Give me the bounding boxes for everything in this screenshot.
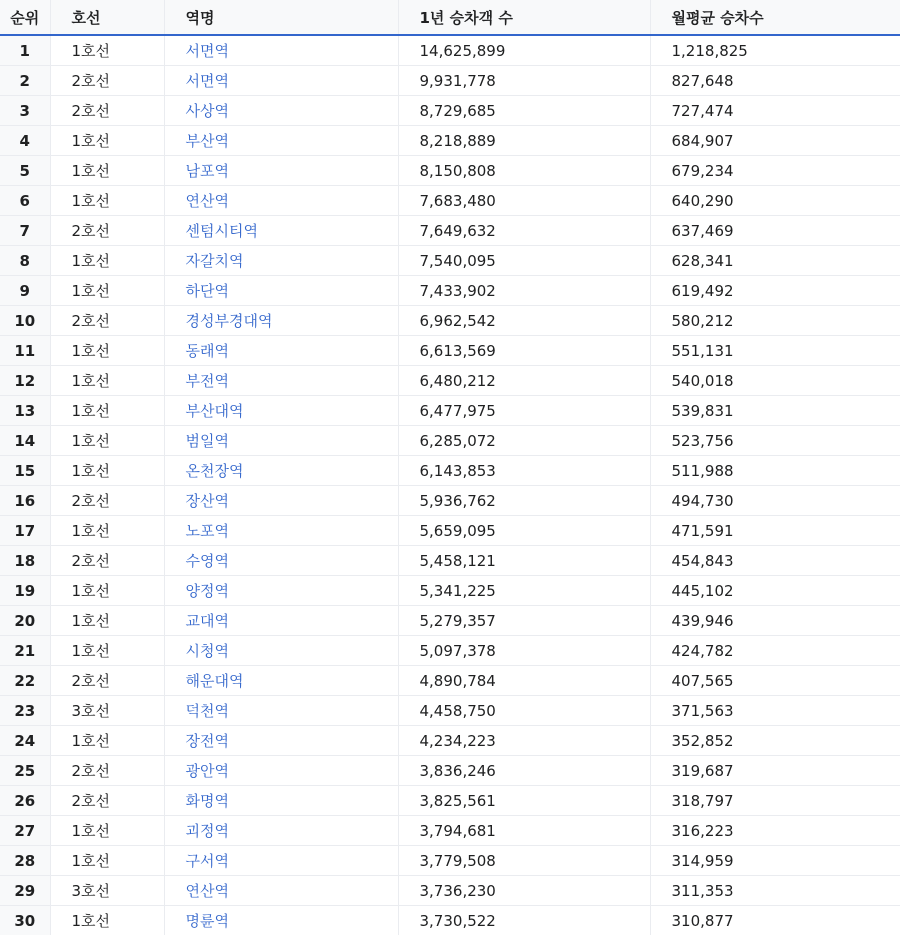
station-link[interactable]: 서면역 (164, 66, 398, 96)
line-cell: 1호선 (50, 516, 164, 546)
station-link[interactable]: 온천장역 (164, 456, 398, 486)
monthly-riders-cell: 640,290 (650, 186, 900, 216)
table-row (0, 96, 900, 126)
rank-cell: 8 (0, 246, 50, 276)
yearly-riders-cell: 6,285,072 (398, 426, 650, 456)
header-row (0, 0, 900, 35)
line-cell: 2호선 (50, 756, 164, 786)
table-row (0, 696, 900, 726)
table-body (0, 35, 900, 935)
yearly-riders-cell: 6,480,212 (398, 366, 650, 396)
monthly-riders-cell: 540,018 (650, 366, 900, 396)
line-cell: 1호선 (50, 726, 164, 756)
monthly-riders-cell: 580,212 (650, 306, 900, 336)
rank-cell: 17 (0, 516, 50, 546)
station-link[interactable]: 연산역 (164, 876, 398, 906)
station-link[interactable]: 부산대역 (164, 396, 398, 426)
table-row (0, 816, 900, 846)
monthly-riders-cell: 679,234 (650, 156, 900, 186)
table-row (0, 906, 900, 936)
table-row (0, 216, 900, 246)
line-cell: 1호선 (50, 35, 164, 66)
monthly-riders-cell: 311,353 (650, 876, 900, 906)
table-row (0, 486, 900, 516)
line-cell: 1호선 (50, 576, 164, 606)
station-link[interactable]: 자갈치역 (164, 246, 398, 276)
line-cell: 2호선 (50, 786, 164, 816)
table-row (0, 756, 900, 786)
rank-cell: 9 (0, 276, 50, 306)
yearly-riders-cell: 5,097,378 (398, 636, 650, 666)
table-row (0, 186, 900, 216)
table-row (0, 666, 900, 696)
table-row (0, 35, 900, 66)
monthly-riders-cell: 539,831 (650, 396, 900, 426)
station-link[interactable]: 범일역 (164, 426, 398, 456)
line-cell: 1호선 (50, 606, 164, 636)
line-cell: 1호선 (50, 456, 164, 486)
monthly-riders-cell: 318,797 (650, 786, 900, 816)
monthly-riders-cell: 494,730 (650, 486, 900, 516)
rank-cell: 20 (0, 606, 50, 636)
table-header (0, 0, 900, 35)
yearly-riders-cell: 3,836,246 (398, 756, 650, 786)
line-cell: 2호선 (50, 66, 164, 96)
line-cell: 1호선 (50, 396, 164, 426)
station-link[interactable]: 명륜역 (164, 906, 398, 936)
yearly-riders-cell: 7,433,902 (398, 276, 650, 306)
yearly-riders-cell: 6,613,569 (398, 336, 650, 366)
yearly-riders-cell: 7,540,095 (398, 246, 650, 276)
line-cell: 1호선 (50, 846, 164, 876)
monthly-riders-cell: 352,852 (650, 726, 900, 756)
rank-cell: 14 (0, 426, 50, 456)
table-row (0, 606, 900, 636)
station-link[interactable]: 덕천역 (164, 696, 398, 726)
monthly-riders-cell: 310,877 (650, 906, 900, 936)
rank-cell: 2 (0, 66, 50, 96)
yearly-riders-cell: 6,477,975 (398, 396, 650, 426)
yearly-riders-cell: 3,794,681 (398, 816, 650, 846)
station-link[interactable]: 경성부경대역 (164, 306, 398, 336)
monthly-riders-cell: 407,565 (650, 666, 900, 696)
yearly-riders-cell: 3,730,522 (398, 906, 650, 936)
monthly-riders-cell: 319,687 (650, 756, 900, 786)
station-link[interactable]: 사상역 (164, 96, 398, 126)
line-cell: 1호선 (50, 816, 164, 846)
rank-cell: 13 (0, 396, 50, 426)
rank-cell: 27 (0, 816, 50, 846)
monthly-riders-cell: 684,907 (650, 126, 900, 156)
yearly-riders-cell: 14,625,899 (398, 35, 650, 66)
table-row (0, 726, 900, 756)
line-cell: 2호선 (50, 546, 164, 576)
table-row (0, 396, 900, 426)
table-row (0, 876, 900, 906)
line-cell: 1호선 (50, 426, 164, 456)
monthly-riders-cell: 551,131 (650, 336, 900, 366)
header-line: 호선 (50, 0, 164, 35)
table-row (0, 456, 900, 486)
table-row (0, 336, 900, 366)
station-link[interactable]: 부전역 (164, 366, 398, 396)
monthly-riders-cell: 1,218,825 (650, 35, 900, 66)
table-row (0, 846, 900, 876)
monthly-riders-cell: 314,959 (650, 846, 900, 876)
monthly-riders-cell: 445,102 (650, 576, 900, 606)
station-link[interactable]: 괴정역 (164, 816, 398, 846)
rank-cell: 21 (0, 636, 50, 666)
rank-cell: 30 (0, 906, 50, 936)
table-row (0, 306, 900, 336)
rank-cell: 18 (0, 546, 50, 576)
monthly-riders-cell: 439,946 (650, 606, 900, 636)
line-cell: 1호선 (50, 246, 164, 276)
yearly-riders-cell: 8,218,889 (398, 126, 650, 156)
table-row (0, 276, 900, 306)
station-link[interactable]: 노포역 (164, 516, 398, 546)
rank-cell: 4 (0, 126, 50, 156)
station-link[interactable]: 해운대역 (164, 666, 398, 696)
yearly-riders-cell: 5,659,095 (398, 516, 650, 546)
station-link[interactable]: 양정역 (164, 576, 398, 606)
header-rank: 순위 (0, 0, 50, 35)
station-link[interactable]: 수영역 (164, 546, 398, 576)
station-link[interactable]: 하단역 (164, 276, 398, 306)
rank-cell: 10 (0, 306, 50, 336)
table-row (0, 636, 900, 666)
rank-cell: 7 (0, 216, 50, 246)
station-link[interactable]: 센텀시티역 (164, 216, 398, 246)
header-yearly-riders: 1년 승차객 수 (398, 0, 650, 35)
station-link[interactable]: 서면역 (164, 35, 398, 66)
station-link[interactable]: 동래역 (164, 336, 398, 366)
table-row (0, 786, 900, 816)
monthly-riders-cell: 511,988 (650, 456, 900, 486)
monthly-riders-cell: 637,469 (650, 216, 900, 246)
station-link[interactable]: 남포역 (164, 156, 398, 186)
yearly-riders-cell: 5,341,225 (398, 576, 650, 606)
line-cell: 2호선 (50, 96, 164, 126)
rank-cell: 26 (0, 786, 50, 816)
rank-cell: 23 (0, 696, 50, 726)
yearly-riders-cell: 3,825,561 (398, 786, 650, 816)
table-row (0, 426, 900, 456)
station-link[interactable]: 구서역 (164, 846, 398, 876)
rank-cell: 25 (0, 756, 50, 786)
rank-cell: 24 (0, 726, 50, 756)
line-cell: 2호선 (50, 306, 164, 336)
table-row (0, 156, 900, 186)
line-cell: 3호선 (50, 876, 164, 906)
table-row (0, 246, 900, 276)
table-row (0, 546, 900, 576)
table-row (0, 126, 900, 156)
table-row (0, 66, 900, 96)
line-cell: 2호선 (50, 666, 164, 696)
monthly-riders-cell: 316,223 (650, 816, 900, 846)
rank-cell: 3 (0, 96, 50, 126)
station-link[interactable]: 교대역 (164, 606, 398, 636)
line-cell: 1호선 (50, 126, 164, 156)
yearly-riders-cell: 9,931,778 (398, 66, 650, 96)
rank-cell: 15 (0, 456, 50, 486)
rank-cell: 16 (0, 486, 50, 516)
yearly-riders-cell: 8,729,685 (398, 96, 650, 126)
rank-cell: 28 (0, 846, 50, 876)
station-link[interactable]: 장산역 (164, 486, 398, 516)
line-cell: 1호선 (50, 906, 164, 936)
line-cell: 1호선 (50, 156, 164, 186)
yearly-riders-cell: 5,279,357 (398, 606, 650, 636)
yearly-riders-cell: 7,683,480 (398, 186, 650, 216)
line-cell: 1호선 (50, 366, 164, 396)
yearly-riders-cell: 5,458,121 (398, 546, 650, 576)
yearly-riders-cell: 6,143,853 (398, 456, 650, 486)
monthly-riders-cell: 619,492 (650, 276, 900, 306)
rank-cell: 12 (0, 366, 50, 396)
station-link[interactable]: 부산역 (164, 126, 398, 156)
station-link[interactable]: 장전역 (164, 726, 398, 756)
table-row (0, 576, 900, 606)
line-cell: 3호선 (50, 696, 164, 726)
monthly-riders-cell: 424,782 (650, 636, 900, 666)
line-cell: 1호선 (50, 186, 164, 216)
line-cell: 1호선 (50, 336, 164, 366)
monthly-riders-cell: 727,474 (650, 96, 900, 126)
yearly-riders-cell: 3,736,230 (398, 876, 650, 906)
station-link[interactable]: 광안역 (164, 756, 398, 786)
rank-cell: 6 (0, 186, 50, 216)
header-monthly-riders: 월평균 승차수 (650, 0, 900, 35)
line-cell: 1호선 (50, 276, 164, 306)
rank-cell: 1 (0, 35, 50, 66)
line-cell: 1호선 (50, 636, 164, 666)
station-link[interactable]: 연산역 (164, 186, 398, 216)
monthly-riders-cell: 523,756 (650, 426, 900, 456)
rank-cell: 22 (0, 666, 50, 696)
station-link[interactable]: 화명역 (164, 786, 398, 816)
rank-cell: 5 (0, 156, 50, 186)
monthly-riders-cell: 454,843 (650, 546, 900, 576)
station-link[interactable]: 시청역 (164, 636, 398, 666)
header-station: 역명 (164, 0, 398, 35)
line-cell: 2호선 (50, 486, 164, 516)
yearly-riders-cell: 4,234,223 (398, 726, 650, 756)
monthly-riders-cell: 827,648 (650, 66, 900, 96)
yearly-riders-cell: 6,962,542 (398, 306, 650, 336)
line-cell: 2호선 (50, 216, 164, 246)
rank-cell: 29 (0, 876, 50, 906)
monthly-riders-cell: 371,563 (650, 696, 900, 726)
yearly-riders-cell: 4,458,750 (398, 696, 650, 726)
monthly-riders-cell: 471,591 (650, 516, 900, 546)
yearly-riders-cell: 7,649,632 (398, 216, 650, 246)
rank-cell: 19 (0, 576, 50, 606)
monthly-riders-cell: 628,341 (650, 246, 900, 276)
table-row (0, 516, 900, 546)
yearly-riders-cell: 8,150,808 (398, 156, 650, 186)
table-row (0, 366, 900, 396)
yearly-riders-cell: 3,779,508 (398, 846, 650, 876)
rank-cell: 11 (0, 336, 50, 366)
yearly-riders-cell: 4,890,784 (398, 666, 650, 696)
yearly-riders-cell: 5,936,762 (398, 486, 650, 516)
